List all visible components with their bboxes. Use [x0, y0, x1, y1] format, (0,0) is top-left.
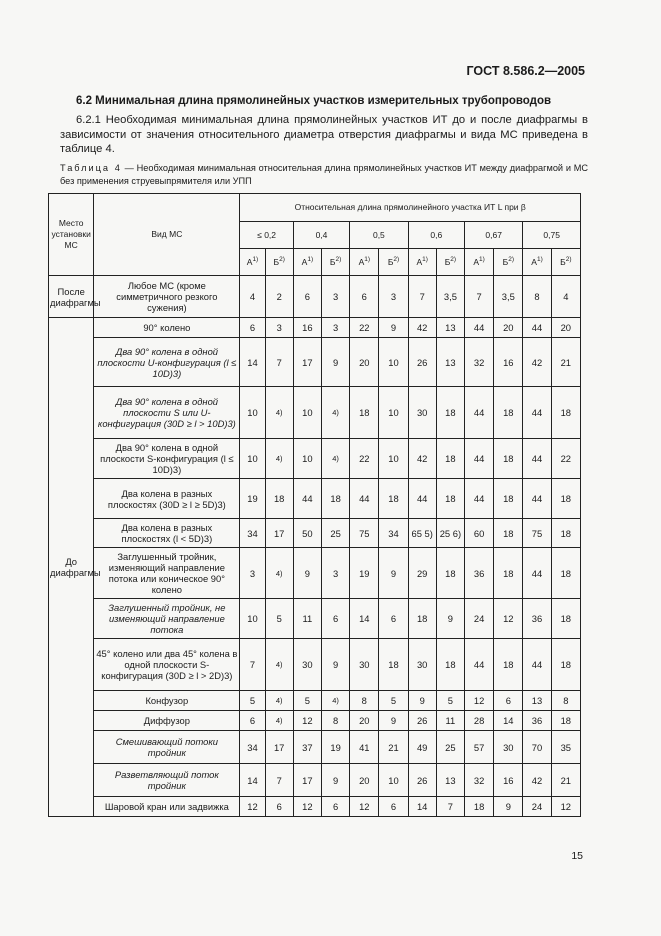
value-cell: 4: [240, 276, 265, 318]
ab-header: [293, 249, 321, 276]
ab-letter: А: [358, 256, 365, 267]
beta-header: 0,6: [408, 222, 464, 249]
ab-letter: А: [473, 256, 480, 267]
value-cell: 4): [321, 691, 349, 711]
value-cell: 44: [523, 548, 551, 599]
value-cell: 9: [379, 711, 408, 731]
value-cell: 3,5: [436, 276, 464, 318]
value-cell: 3: [265, 318, 293, 338]
value-cell: 16: [293, 318, 321, 338]
value-cell: 18: [465, 797, 494, 817]
value-cell: 16: [494, 338, 523, 387]
value-cell: 12: [350, 797, 379, 817]
ab-header: [240, 249, 265, 276]
table-row: [49, 599, 581, 639]
value-cell: 19: [240, 479, 265, 519]
value-cell: 44: [465, 439, 494, 479]
value-cell: 10: [379, 439, 408, 479]
value-cell: 14: [240, 764, 265, 797]
value-cell: 10: [240, 387, 265, 439]
table-row: [49, 797, 581, 817]
value-cell: 7: [436, 797, 464, 817]
value-cell: 18: [350, 387, 379, 439]
section-heading: 6.2 Минимальная длина прямолинейных участков измерительных трубопроводов: [76, 95, 552, 107]
value-cell: 9: [321, 764, 349, 797]
value-cell: 44: [523, 479, 551, 519]
page-number: 15: [571, 850, 583, 862]
value-cell: 6: [321, 797, 349, 817]
value-cell: 9: [293, 548, 321, 599]
ab-footnote: 2): [508, 255, 514, 263]
value-cell: 44: [465, 479, 494, 519]
value-cell: 3: [321, 318, 349, 338]
value-cell: 18: [551, 711, 580, 731]
value-cell: 4): [321, 387, 349, 439]
value-cell: 2: [265, 276, 293, 318]
ab-footnote: 2): [335, 255, 342, 263]
beta-header: 0,5: [350, 222, 408, 249]
value-cell: 6: [293, 276, 321, 318]
ab-footnote: 1): [536, 255, 543, 263]
value-cell: 25: [321, 519, 349, 548]
value-cell: 4): [265, 711, 293, 731]
ab-footnote: 1): [422, 255, 428, 263]
value-cell: 7: [465, 276, 494, 318]
value-cell: 8: [523, 276, 551, 318]
place-after: После диафрагмы: [49, 276, 94, 318]
ab-letter: Б: [502, 256, 509, 267]
value-cell: 9: [321, 338, 349, 387]
table-row: [49, 276, 581, 318]
value-cell: 9: [321, 639, 349, 691]
value-cell: 10: [379, 338, 408, 387]
value-cell: 9: [379, 318, 408, 338]
value-cell: 60: [465, 519, 494, 548]
ab-letter: А: [531, 256, 537, 267]
value-cell: 30: [408, 639, 436, 691]
value-cell: 26: [408, 711, 436, 731]
kind-cell: Заглушенный тройник, изменяющий направление потока или коническое 90° колено: [94, 548, 240, 599]
kind-cell: Разветвляющий поток тройник: [94, 764, 240, 797]
value-cell: 6: [265, 797, 293, 817]
value-cell: 12: [465, 691, 494, 711]
kind-cell: Шаровой кран или задвижка: [94, 797, 240, 817]
value-cell: 57: [465, 731, 494, 764]
value-cell: 18: [436, 548, 464, 599]
ab-footnote: 1): [252, 255, 259, 263]
value-cell: 6: [494, 691, 523, 711]
value-cell: 19: [350, 548, 379, 599]
kind-cell: 45° колено или два 45° колена в одной плоскости S-конфигурация (30D ≥ l > 2D)3): [94, 639, 240, 691]
ab-header: [379, 249, 408, 276]
value-cell: 44: [523, 639, 551, 691]
value-cell: 24: [523, 797, 551, 817]
kind-cell: Диффузор: [94, 711, 240, 731]
value-cell: 41: [350, 731, 379, 764]
value-cell: 3: [321, 548, 349, 599]
header-kind: Вид МС: [94, 194, 240, 276]
ab-header: [523, 249, 551, 276]
table-row: [49, 519, 581, 548]
value-cell: 3: [240, 548, 265, 599]
value-cell: 32: [465, 338, 494, 387]
kind-cell: Заглушенный тройник, не изменяющий направление потока: [94, 599, 240, 639]
table-row: [49, 318, 581, 338]
ab-footnote: 1): [307, 255, 314, 263]
value-cell: 36: [465, 548, 494, 599]
value-cell: 21: [551, 764, 580, 797]
ab-header: [321, 249, 349, 276]
value-cell: 30: [293, 639, 321, 691]
value-cell: 44: [465, 387, 494, 439]
value-cell: 28: [465, 711, 494, 731]
value-cell: 10: [379, 387, 408, 439]
kind-cell: 90° колено: [94, 318, 240, 338]
value-cell: 5: [436, 691, 464, 711]
value-cell: 25 6): [436, 519, 464, 548]
value-cell: 4): [265, 439, 293, 479]
value-cell: 14: [240, 338, 265, 387]
value-cell: 44: [523, 439, 551, 479]
value-cell: 36: [523, 599, 551, 639]
value-cell: 24: [465, 599, 494, 639]
value-cell: 18: [551, 639, 580, 691]
section-paragraph: 6.2.1 Необходимая минимальная длина прямолинейных участков ИТ до и после диафрагмы в зависимости от значения относительного диаметра отверстия диафрагмы и вида МС приведена в таблице 4.: [60, 114, 588, 156]
value-cell: 70: [523, 731, 551, 764]
value-cell: 18: [408, 599, 436, 639]
value-cell: 26: [408, 338, 436, 387]
ab-footnote: 2): [393, 255, 400, 263]
ab-header: [494, 249, 523, 276]
value-cell: 17: [293, 338, 321, 387]
value-cell: 12: [293, 797, 321, 817]
value-cell: 14: [408, 797, 436, 817]
value-cell: 6: [321, 599, 349, 639]
table-row: [49, 711, 581, 731]
value-cell: 12: [240, 797, 265, 817]
value-cell: 11: [436, 711, 464, 731]
value-cell: 18: [551, 599, 580, 639]
value-cell: 20: [350, 711, 379, 731]
table-caption: [60, 162, 588, 187]
value-cell: 20: [551, 318, 580, 338]
beta-header: 0,75: [523, 222, 581, 249]
value-cell: 22: [350, 318, 379, 338]
beta-header: ≤ 0,2: [240, 222, 293, 249]
value-cell: 75: [350, 519, 379, 548]
value-cell: 42: [523, 764, 551, 797]
ab-header: [265, 249, 293, 276]
table-row: [49, 548, 581, 599]
value-cell: 18: [494, 519, 523, 548]
value-cell: 18: [494, 439, 523, 479]
value-cell: 11: [293, 599, 321, 639]
value-cell: 44: [293, 479, 321, 519]
ab-footnote: 2): [279, 255, 285, 263]
value-cell: 10: [379, 764, 408, 797]
value-cell: 20: [350, 338, 379, 387]
value-cell: 18: [321, 479, 349, 519]
value-cell: 25: [436, 731, 464, 764]
value-cell: 75: [523, 519, 551, 548]
value-cell: 30: [408, 387, 436, 439]
value-cell: 22: [350, 439, 379, 479]
value-cell: 44: [465, 318, 494, 338]
value-cell: 14: [494, 711, 523, 731]
ab-letter: Б: [273, 256, 280, 267]
header-place: Место установки МС: [49, 194, 94, 276]
kind-cell: Смешивающий потоки тройник: [94, 731, 240, 764]
value-cell: 18: [436, 439, 464, 479]
value-cell: 42: [408, 318, 436, 338]
value-cell: 19: [321, 731, 349, 764]
value-cell: 10: [240, 439, 265, 479]
kind-cell: Два колена в разных плоскостях (30D ≥ l ≥ 5D)3): [94, 479, 240, 519]
value-cell: 18: [379, 479, 408, 519]
value-cell: 10: [293, 439, 321, 479]
ab-footnote: 1): [364, 255, 371, 263]
value-cell: 13: [523, 691, 551, 711]
ab-header: [436, 249, 464, 276]
value-cell: 6: [240, 318, 265, 338]
value-cell: 18: [494, 479, 523, 519]
value-cell: 12: [494, 599, 523, 639]
value-cell: 26: [408, 764, 436, 797]
value-cell: 34: [379, 519, 408, 548]
value-cell: 18: [494, 639, 523, 691]
value-cell: 20: [494, 318, 523, 338]
kind-cell: Два 90° колена в одной плоскости S-конфигурация (l ≤ 10D)3): [94, 439, 240, 479]
value-cell: 5: [293, 691, 321, 711]
table-row: [49, 479, 581, 519]
value-cell: 44: [523, 318, 551, 338]
value-cell: 16: [494, 764, 523, 797]
ab-letter: Б: [560, 256, 566, 267]
value-cell: 14: [350, 599, 379, 639]
ab-footnote: 1): [479, 255, 485, 263]
ab-letter: А: [301, 256, 308, 267]
value-cell: 13: [436, 764, 464, 797]
beta-header: 0,67: [465, 222, 523, 249]
value-cell: 10: [293, 387, 321, 439]
kind-cell: Два 90° колена в одной плоскости U-конфигурация (l ≤ 10D)3): [94, 338, 240, 387]
value-cell: 49: [408, 731, 436, 764]
value-cell: 50: [293, 519, 321, 548]
straight-length-table: [48, 193, 581, 817]
value-cell: 35: [551, 731, 580, 764]
value-cell: 6: [379, 599, 408, 639]
value-cell: 18: [551, 479, 580, 519]
value-cell: 29: [408, 548, 436, 599]
value-cell: 30: [494, 731, 523, 764]
ab-footnote: 2): [565, 255, 572, 263]
value-cell: 7: [265, 338, 293, 387]
value-cell: 4: [551, 276, 580, 318]
value-cell: 21: [379, 731, 408, 764]
header-row: [49, 194, 581, 222]
table-row: [49, 639, 581, 691]
value-cell: 7: [240, 639, 265, 691]
document-code: ГОСТ 8.586.2—2005: [466, 64, 585, 78]
value-cell: 18: [551, 548, 580, 599]
value-cell: 8: [551, 691, 580, 711]
value-cell: 13: [436, 318, 464, 338]
value-cell: 12: [551, 797, 580, 817]
ab-header: [350, 249, 379, 276]
table-row: [49, 338, 581, 387]
value-cell: 4): [265, 691, 293, 711]
table-row: [49, 764, 581, 797]
value-cell: 3: [321, 276, 349, 318]
value-cell: 5: [379, 691, 408, 711]
value-cell: 8: [350, 691, 379, 711]
table-caption-text: — Необходимая минимальная относительная длина прямолинейных участков ИТ между диафрагмой и МС без применения струевыпрямителя или УПП: [60, 163, 589, 186]
ab-letter: А: [246, 256, 253, 267]
value-cell: 30: [350, 639, 379, 691]
value-cell: 12: [293, 711, 321, 731]
value-cell: 4): [265, 387, 293, 439]
value-cell: 6: [379, 797, 408, 817]
value-cell: 8: [321, 711, 349, 731]
value-cell: 7: [265, 764, 293, 797]
value-cell: 4): [321, 439, 349, 479]
ab-letter: Б: [444, 256, 451, 267]
value-cell: 9: [436, 599, 464, 639]
value-cell: 42: [408, 439, 436, 479]
value-cell: 44: [465, 639, 494, 691]
value-cell: 3: [379, 276, 408, 318]
value-cell: 44: [350, 479, 379, 519]
value-cell: 18: [436, 387, 464, 439]
value-cell: 65 5): [408, 519, 436, 548]
value-cell: 42: [523, 338, 551, 387]
value-cell: 34: [240, 731, 265, 764]
value-cell: 44: [523, 387, 551, 439]
kind-cell: Конфузор: [94, 691, 240, 711]
table-row: [49, 691, 581, 711]
value-cell: 10: [240, 599, 265, 639]
value-cell: 18: [379, 639, 408, 691]
kind-cell: Два 90° колена в одной плоскости S или U-конфигурация (30D ≥ l > 10D)3): [94, 387, 240, 439]
table-caption-label: Таблица 4: [60, 163, 122, 173]
value-cell: 9: [494, 797, 523, 817]
value-cell: 18: [494, 548, 523, 599]
value-cell: 20: [350, 764, 379, 797]
kind-cell: Два колена в разных плоскостях (l < 5D)3): [94, 519, 240, 548]
header-relative-length: Относительная длина прямолинейного участка ИТ L при β: [240, 194, 581, 222]
value-cell: 13: [436, 338, 464, 387]
ab-footnote: 2): [450, 255, 457, 263]
value-cell: 6: [350, 276, 379, 318]
value-cell: 5: [240, 691, 265, 711]
value-cell: 37: [293, 731, 321, 764]
value-cell: 17: [265, 731, 293, 764]
value-cell: 34: [240, 519, 265, 548]
value-cell: 18: [551, 387, 580, 439]
ab-header: [551, 249, 580, 276]
value-cell: 18: [436, 639, 464, 691]
value-cell: 17: [293, 764, 321, 797]
value-cell: 4): [265, 639, 293, 691]
value-cell: 9: [408, 691, 436, 711]
value-cell: 7: [408, 276, 436, 318]
value-cell: 18: [551, 519, 580, 548]
beta-header: 0,4: [293, 222, 349, 249]
value-cell: 21: [551, 338, 580, 387]
place-before: До диафрагмы: [49, 318, 94, 817]
kind-cell: Любое МС (кроме симметричного резкого сужения): [94, 276, 240, 318]
table-row: [49, 387, 581, 439]
value-cell: 3,5: [494, 276, 523, 318]
ab-letter: Б: [387, 256, 394, 267]
ab-letter: Б: [329, 256, 336, 267]
value-cell: 18: [494, 387, 523, 439]
table-row: [49, 731, 581, 764]
ab-letter: А: [416, 256, 423, 267]
value-cell: 6: [240, 711, 265, 731]
value-cell: 5: [265, 599, 293, 639]
value-cell: 17: [265, 519, 293, 548]
value-cell: 9: [379, 548, 408, 599]
value-cell: 4): [265, 548, 293, 599]
value-cell: 22: [551, 439, 580, 479]
table-row: [49, 439, 581, 479]
ab-header: [408, 249, 436, 276]
value-cell: 36: [523, 711, 551, 731]
value-cell: 44: [408, 479, 436, 519]
value-cell: 18: [436, 479, 464, 519]
ab-header: [465, 249, 494, 276]
value-cell: 32: [465, 764, 494, 797]
value-cell: 18: [265, 479, 293, 519]
